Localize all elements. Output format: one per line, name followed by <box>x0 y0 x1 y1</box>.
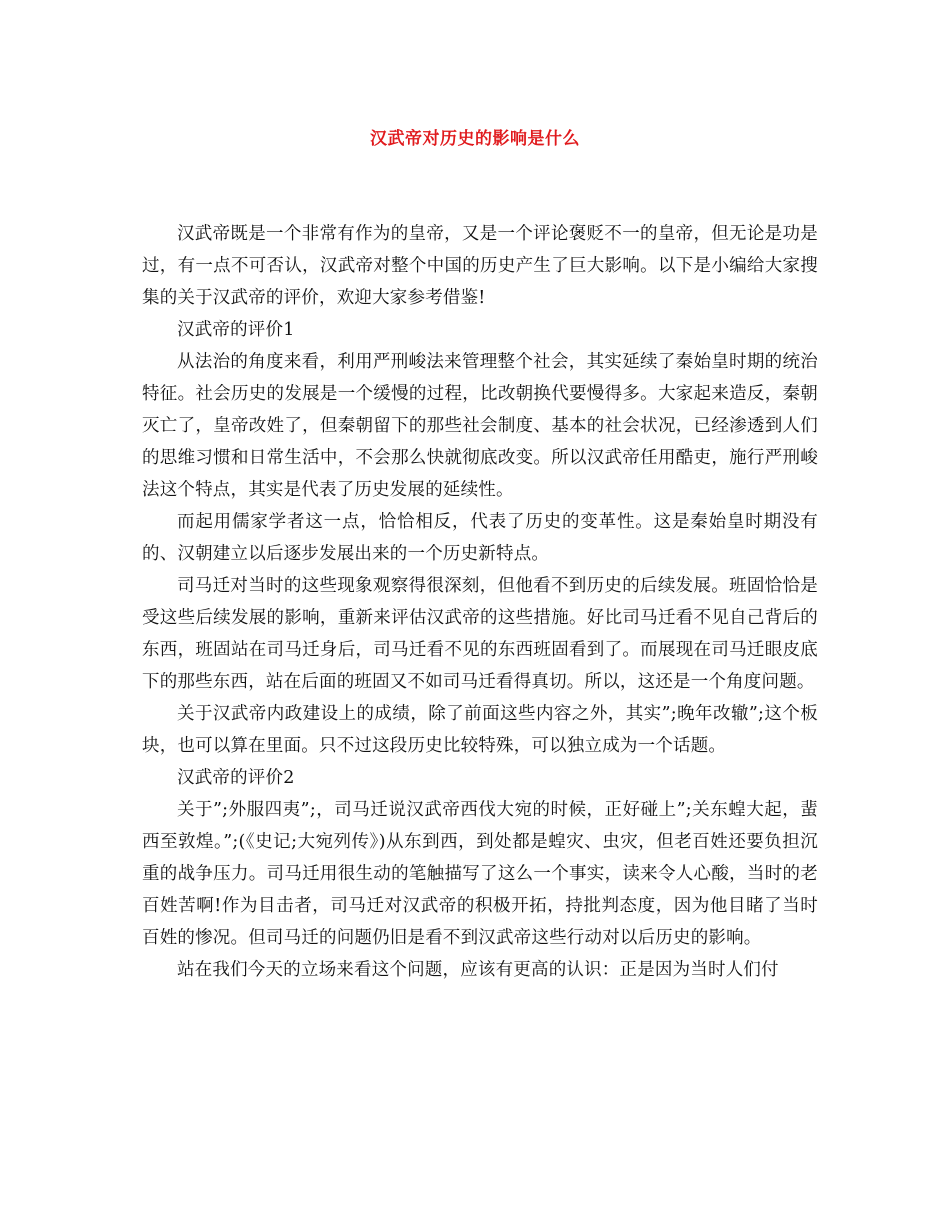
paragraph: 关于”;外服四夷”;，司马迁说汉武帝西伐大宛的时候，正好碰上”;关东蝗大起，蜚西至敦煌。”;(《史记;大宛列传》)从东到西，到处都是蝗灾、虫灾，但老百姓还要负担沉重的战争压力。司马迁用很生动的笔触描写了这么一个事实，读来令人心酸，当时的老百姓苦啊!作为目击者，司马迁对汉武帝的积极开拓，持批判态度，因为他目睹了当时百姓的惨况。但司马迁的问题仍旧是看不到汉武帝这些行动对以后历史的影响。 <box>142 800 818 948</box>
document-title: 汉武帝对历史的影响是什么 <box>370 129 580 149</box>
paragraph: 站在我们今天的立场来看这个问题，应该有更高的认识：正是因为当时人们付 <box>177 960 779 980</box>
paragraph-intro: 汉武帝既是一个非常有作为的皇帝，又是一个评论褒贬不一的皇帝，但无论是功是过，有一点不可否认，汉武帝对整个中国的历史产生了巨大影响。以下是小编给大家搜集的关于汉武帝的评价，欢迎大家参考借鉴! <box>142 224 818 308</box>
document-body <box>142 218 818 986</box>
section-heading-1: 汉武帝的评价1 <box>177 320 295 340</box>
paragraph: 司马迁对当时的这些现象观察得很深刻，但他看不到历史的后续发展。班固恰恰是受这些后续发展的影响，重新来评估汉武帝的这些措施。好比司马迁看不见自己背后的东西，班固站在司马迁身后，司马迁看不见的东西班固看到了。而展现在司马迁眼皮底下的那些东西，站在后面的班固又不如司马迁看得真切。所以，这还是一个角度问题。 <box>142 576 818 692</box>
paragraph: 而起用儒家学者这一点，恰恰相反，代表了历史的变革性。这是秦始皇时期没有的、汉朝建立以后逐步发展出来的一个历史新特点。 <box>142 512 818 564</box>
paragraph: 关于汉武帝内政建设上的成绩，除了前面这些内容之外，其实”;晚年改辙”;这个板块，也可以算在里面。只不过这段历史比较特殊，可以独立成为一个话题。 <box>142 704 818 756</box>
paragraph: 从法治的角度来看，利用严刑峻法来管理整个社会，其实延续了秦始皇时期的统治特征。社会历史的发展是一个缓慢的过程，比改朝换代要慢得多。大家起来造反，秦朝灭亡了，皇帝改姓了，但秦朝留下的那些社会制度、基本的社会状况，已经渗透到人们的思维习惯和日常生活中，不会那么快就彻底改变。所以汉武帝任用酷吏，施行严刑峻法这个特点，其实是代表了历史发展的延续性。 <box>142 352 818 500</box>
section-heading-2: 汉武帝的评价2 <box>177 768 295 788</box>
